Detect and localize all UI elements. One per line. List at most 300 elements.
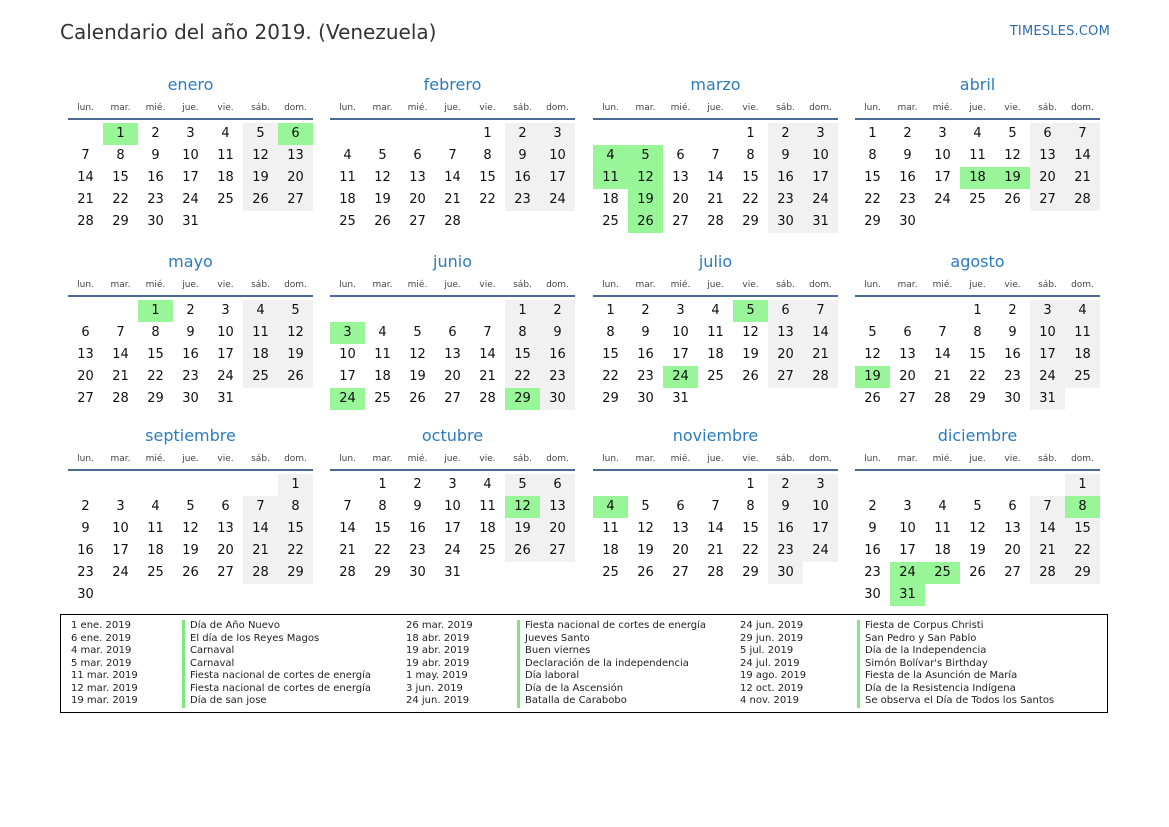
day-cell[interactable]: 30 bbox=[1004, 391, 1021, 406]
day-cell[interactable]: 5 bbox=[243, 123, 278, 145]
day-cell[interactable]: 28 bbox=[1030, 562, 1065, 584]
day-cell[interactable]: 22 bbox=[864, 192, 881, 207]
day-cell[interactable]: 26 bbox=[374, 214, 391, 229]
day-cell[interactable]: 23 bbox=[182, 369, 199, 384]
day-cell[interactable]: 10 bbox=[1030, 322, 1065, 344]
day-cell[interactable]: 5 bbox=[1008, 126, 1017, 141]
day-cell[interactable]: 5 bbox=[505, 474, 540, 496]
day-cell[interactable]: 22 bbox=[742, 192, 759, 207]
day-cell[interactable]: 11 bbox=[339, 170, 356, 185]
day-cell[interactable]: 16 bbox=[1004, 347, 1021, 362]
day-cell[interactable]: 21 bbox=[707, 192, 724, 207]
day-cell[interactable]: 23 bbox=[1004, 369, 1021, 384]
holiday-day-cell[interactable]: 18 bbox=[960, 167, 995, 189]
day-cell[interactable]: 5 bbox=[186, 499, 195, 514]
day-cell[interactable]: 31 bbox=[217, 391, 234, 406]
day-cell[interactable]: 8 bbox=[278, 496, 313, 518]
day-cell[interactable]: 24 bbox=[1030, 366, 1065, 388]
day-cell[interactable]: 29 bbox=[112, 214, 129, 229]
day-cell[interactable]: 14 bbox=[1065, 145, 1100, 167]
day-cell[interactable]: 23 bbox=[540, 366, 575, 388]
day-cell[interactable]: 7 bbox=[116, 325, 125, 340]
day-cell[interactable]: 22 bbox=[112, 192, 129, 207]
day-cell[interactable]: 17 bbox=[672, 347, 689, 362]
holiday-day-cell[interactable]: 11 bbox=[593, 167, 628, 189]
day-cell[interactable]: 2 bbox=[903, 126, 912, 141]
day-cell[interactable]: 7 bbox=[343, 499, 352, 514]
day-cell[interactable]: 19 bbox=[742, 347, 759, 362]
day-cell[interactable]: 2 bbox=[505, 123, 540, 145]
day-cell[interactable]: 25 bbox=[374, 391, 391, 406]
day-cell[interactable]: 15 bbox=[374, 521, 391, 536]
day-cell[interactable]: 30 bbox=[409, 565, 426, 580]
day-cell[interactable]: 4 bbox=[1065, 300, 1100, 322]
day-cell[interactable]: 18 bbox=[934, 543, 951, 558]
day-cell[interactable]: 2 bbox=[186, 303, 195, 318]
day-cell[interactable]: 26 bbox=[637, 565, 654, 580]
day-cell[interactable]: 20 bbox=[1004, 543, 1021, 558]
day-cell[interactable]: 2 bbox=[868, 499, 877, 514]
day-cell[interactable]: 3 bbox=[803, 123, 838, 145]
day-cell[interactable]: 23 bbox=[864, 565, 881, 580]
day-cell[interactable]: 4 bbox=[483, 477, 492, 492]
day-cell[interactable]: 9 bbox=[641, 325, 650, 340]
day-cell[interactable]: 16 bbox=[409, 521, 426, 536]
day-cell[interactable]: 2 bbox=[1008, 303, 1017, 318]
day-cell[interactable]: 4 bbox=[221, 126, 230, 141]
day-cell[interactable]: 13 bbox=[768, 322, 803, 344]
day-cell[interactable]: 21 bbox=[243, 540, 278, 562]
day-cell[interactable]: 26 bbox=[505, 540, 540, 562]
day-cell[interactable]: 26 bbox=[1004, 192, 1021, 207]
day-cell[interactable]: 9 bbox=[505, 145, 540, 167]
day-cell[interactable]: 18 bbox=[374, 369, 391, 384]
day-cell[interactable]: 5 bbox=[378, 148, 387, 163]
day-cell[interactable]: 10 bbox=[803, 145, 838, 167]
holiday-day-cell[interactable]: 5 bbox=[628, 145, 663, 167]
day-cell[interactable]: 29 bbox=[602, 391, 619, 406]
day-cell[interactable]: 15 bbox=[112, 170, 129, 185]
day-cell[interactable]: 20 bbox=[540, 518, 575, 540]
day-cell[interactable]: 13 bbox=[278, 145, 313, 167]
day-cell[interactable]: 16 bbox=[540, 344, 575, 366]
day-cell[interactable]: 17 bbox=[540, 167, 575, 189]
day-cell[interactable]: 27 bbox=[672, 565, 689, 580]
day-cell[interactable]: 10 bbox=[899, 521, 916, 536]
day-cell[interactable]: 5 bbox=[868, 325, 877, 340]
holiday-day-cell[interactable]: 12 bbox=[505, 496, 540, 518]
day-cell[interactable]: 2 bbox=[641, 303, 650, 318]
day-cell[interactable]: 14 bbox=[444, 170, 461, 185]
day-cell[interactable]: 11 bbox=[934, 521, 951, 536]
holiday-day-cell[interactable]: 19 bbox=[995, 167, 1030, 189]
day-cell[interactable]: 4 bbox=[938, 499, 947, 514]
day-cell[interactable]: 28 bbox=[444, 214, 461, 229]
holiday-day-cell[interactable]: 31 bbox=[890, 584, 925, 606]
day-cell[interactable]: 30 bbox=[540, 388, 575, 410]
day-cell[interactable]: 9 bbox=[540, 322, 575, 344]
day-cell[interactable]: 3 bbox=[116, 499, 125, 514]
day-cell[interactable]: 3 bbox=[186, 126, 195, 141]
day-cell[interactable]: 13 bbox=[444, 347, 461, 362]
day-cell[interactable]: 29 bbox=[864, 214, 881, 229]
day-cell[interactable]: 20 bbox=[217, 543, 234, 558]
day-cell[interactable]: 24 bbox=[934, 192, 951, 207]
day-cell[interactable]: 4 bbox=[973, 126, 982, 141]
day-cell[interactable]: 28 bbox=[1065, 189, 1100, 211]
day-cell[interactable]: 14 bbox=[934, 347, 951, 362]
holiday-day-cell[interactable]: 1 bbox=[138, 300, 173, 322]
day-cell[interactable]: 18 bbox=[339, 192, 356, 207]
day-cell[interactable]: 17 bbox=[899, 543, 916, 558]
day-cell[interactable]: 27 bbox=[899, 391, 916, 406]
day-cell[interactable]: 14 bbox=[707, 521, 724, 536]
day-cell[interactable]: 27 bbox=[1004, 565, 1021, 580]
day-cell[interactable]: 16 bbox=[77, 543, 94, 558]
day-cell[interactable]: 6 bbox=[221, 499, 230, 514]
day-cell[interactable]: 8 bbox=[746, 499, 755, 514]
day-cell[interactable]: 13 bbox=[672, 521, 689, 536]
day-cell[interactable]: 26 bbox=[864, 391, 881, 406]
day-cell[interactable]: 19 bbox=[409, 369, 426, 384]
day-cell[interactable]: 20 bbox=[1030, 167, 1065, 189]
day-cell[interactable]: 19 bbox=[278, 344, 313, 366]
brand-link[interactable]: TIMESLES.COM bbox=[1009, 24, 1110, 39]
day-cell[interactable]: 3 bbox=[221, 303, 230, 318]
day-cell[interactable]: 4 bbox=[378, 325, 387, 340]
day-cell[interactable]: 6 bbox=[540, 474, 575, 496]
day-cell[interactable]: 6 bbox=[1008, 499, 1017, 514]
day-cell[interactable]: 7 bbox=[711, 499, 720, 514]
day-cell[interactable]: 23 bbox=[768, 189, 803, 211]
day-cell[interactable]: 8 bbox=[746, 148, 755, 163]
day-cell[interactable]: 29 bbox=[374, 565, 391, 580]
day-cell[interactable]: 22 bbox=[374, 543, 391, 558]
day-cell[interactable]: 11 bbox=[707, 325, 724, 340]
day-cell[interactable]: 29 bbox=[147, 391, 164, 406]
day-cell[interactable]: 20 bbox=[409, 192, 426, 207]
holiday-day-cell[interactable]: 24 bbox=[663, 366, 698, 388]
holiday-day-cell[interactable]: 8 bbox=[1065, 496, 1100, 518]
day-cell[interactable]: 25 bbox=[1065, 366, 1100, 388]
day-cell[interactable]: 8 bbox=[868, 148, 877, 163]
day-cell[interactable]: 9 bbox=[413, 499, 422, 514]
day-cell[interactable]: 6 bbox=[676, 499, 685, 514]
day-cell[interactable]: 28 bbox=[934, 391, 951, 406]
day-cell[interactable]: 24 bbox=[540, 189, 575, 211]
day-cell[interactable]: 7 bbox=[448, 148, 457, 163]
day-cell[interactable]: 24 bbox=[803, 189, 838, 211]
day-cell[interactable]: 15 bbox=[742, 170, 759, 185]
day-cell[interactable]: 13 bbox=[899, 347, 916, 362]
day-cell[interactable]: 13 bbox=[77, 347, 94, 362]
day-cell[interactable]: 11 bbox=[147, 521, 164, 536]
day-cell[interactable]: 24 bbox=[112, 565, 129, 580]
day-cell[interactable]: 28 bbox=[77, 214, 94, 229]
day-cell[interactable]: 25 bbox=[217, 192, 234, 207]
day-cell[interactable]: 1 bbox=[483, 126, 492, 141]
day-cell[interactable]: 22 bbox=[479, 192, 496, 207]
day-cell[interactable]: 8 bbox=[151, 325, 160, 340]
day-cell[interactable]: 9 bbox=[903, 148, 912, 163]
day-cell[interactable]: 25 bbox=[602, 214, 619, 229]
day-cell[interactable]: 16 bbox=[768, 167, 803, 189]
day-cell[interactable]: 19 bbox=[374, 192, 391, 207]
day-cell[interactable]: 26 bbox=[742, 369, 759, 384]
day-cell[interactable]: 5 bbox=[278, 300, 313, 322]
day-cell[interactable]: 27 bbox=[409, 214, 426, 229]
day-cell[interactable]: 14 bbox=[77, 170, 94, 185]
holiday-day-cell[interactable]: 5 bbox=[733, 300, 768, 322]
day-cell[interactable]: 10 bbox=[934, 148, 951, 163]
day-cell[interactable]: 7 bbox=[81, 148, 90, 163]
day-cell[interactable]: 12 bbox=[243, 145, 278, 167]
day-cell[interactable]: 24 bbox=[217, 369, 234, 384]
day-cell[interactable]: 7 bbox=[938, 325, 947, 340]
day-cell[interactable]: 19 bbox=[505, 518, 540, 540]
day-cell[interactable]: 28 bbox=[243, 562, 278, 584]
day-cell[interactable]: 21 bbox=[444, 192, 461, 207]
day-cell[interactable]: 3 bbox=[938, 126, 947, 141]
day-cell[interactable]: 22 bbox=[505, 366, 540, 388]
day-cell[interactable]: 18 bbox=[707, 347, 724, 362]
day-cell[interactable]: 4 bbox=[711, 303, 720, 318]
day-cell[interactable]: 19 bbox=[182, 543, 199, 558]
day-cell[interactable]: 30 bbox=[182, 391, 199, 406]
day-cell[interactable]: 20 bbox=[672, 192, 689, 207]
day-cell[interactable]: 14 bbox=[479, 347, 496, 362]
day-cell[interactable]: 25 bbox=[602, 565, 619, 580]
day-cell[interactable]: 3 bbox=[540, 123, 575, 145]
day-cell[interactable]: 15 bbox=[969, 347, 986, 362]
day-cell[interactable]: 22 bbox=[742, 543, 759, 558]
day-cell[interactable]: 6 bbox=[768, 300, 803, 322]
day-cell[interactable]: 23 bbox=[505, 189, 540, 211]
day-cell[interactable]: 2 bbox=[151, 126, 160, 141]
day-cell[interactable]: 18 bbox=[602, 543, 619, 558]
day-cell[interactable]: 10 bbox=[672, 325, 689, 340]
holiday-day-cell[interactable]: 4 bbox=[593, 145, 628, 167]
day-cell[interactable]: 1 bbox=[278, 474, 313, 496]
day-cell[interactable]: 27 bbox=[444, 391, 461, 406]
holiday-day-cell[interactable]: 1 bbox=[103, 123, 138, 145]
day-cell[interactable]: 25 bbox=[969, 192, 986, 207]
day-cell[interactable]: 18 bbox=[602, 192, 619, 207]
day-cell[interactable]: 27 bbox=[768, 366, 803, 388]
day-cell[interactable]: 3 bbox=[676, 303, 685, 318]
day-cell[interactable]: 4 bbox=[243, 300, 278, 322]
day-cell[interactable]: 27 bbox=[77, 391, 94, 406]
day-cell[interactable]: 30 bbox=[147, 214, 164, 229]
day-cell[interactable]: 9 bbox=[768, 145, 803, 167]
day-cell[interactable]: 5 bbox=[413, 325, 422, 340]
day-cell[interactable]: 17 bbox=[803, 167, 838, 189]
day-cell[interactable]: 16 bbox=[864, 543, 881, 558]
day-cell[interactable]: 24 bbox=[444, 543, 461, 558]
day-cell[interactable]: 26 bbox=[278, 366, 313, 388]
day-cell[interactable]: 30 bbox=[768, 211, 803, 233]
day-cell[interactable]: 7 bbox=[803, 300, 838, 322]
day-cell[interactable]: 28 bbox=[707, 565, 724, 580]
day-cell[interactable]: 17 bbox=[444, 521, 461, 536]
day-cell[interactable]: 14 bbox=[339, 521, 356, 536]
day-cell[interactable]: 2 bbox=[540, 300, 575, 322]
day-cell[interactable]: 29 bbox=[278, 562, 313, 584]
day-cell[interactable]: 22 bbox=[1065, 540, 1100, 562]
day-cell[interactable]: 6 bbox=[1030, 123, 1065, 145]
holiday-day-cell[interactable]: 29 bbox=[505, 388, 540, 410]
day-cell[interactable]: 11 bbox=[602, 521, 619, 536]
day-cell[interactable]: 29 bbox=[1065, 562, 1100, 584]
day-cell[interactable]: 29 bbox=[742, 565, 759, 580]
day-cell[interactable]: 10 bbox=[217, 325, 234, 340]
day-cell[interactable]: 30 bbox=[864, 587, 881, 602]
holiday-day-cell[interactable]: 12 bbox=[628, 167, 663, 189]
day-cell[interactable]: 20 bbox=[899, 369, 916, 384]
day-cell[interactable]: 7 bbox=[1030, 496, 1065, 518]
day-cell[interactable]: 2 bbox=[768, 474, 803, 496]
day-cell[interactable]: 21 bbox=[707, 543, 724, 558]
day-cell[interactable]: 23 bbox=[147, 192, 164, 207]
day-cell[interactable]: 10 bbox=[182, 148, 199, 163]
day-cell[interactable]: 21 bbox=[339, 543, 356, 558]
day-cell[interactable]: 12 bbox=[969, 521, 986, 536]
day-cell[interactable]: 30 bbox=[768, 562, 803, 584]
day-cell[interactable]: 16 bbox=[505, 167, 540, 189]
holiday-day-cell[interactable]: 19 bbox=[628, 189, 663, 211]
day-cell[interactable]: 24 bbox=[182, 192, 199, 207]
day-cell[interactable]: 18 bbox=[1065, 344, 1100, 366]
day-cell[interactable]: 18 bbox=[243, 344, 278, 366]
day-cell[interactable]: 9 bbox=[868, 521, 877, 536]
day-cell[interactable]: 14 bbox=[112, 347, 129, 362]
day-cell[interactable]: 16 bbox=[899, 170, 916, 185]
day-cell[interactable]: 22 bbox=[969, 369, 986, 384]
day-cell[interactable]: 21 bbox=[479, 369, 496, 384]
day-cell[interactable]: 20 bbox=[278, 167, 313, 189]
day-cell[interactable]: 14 bbox=[1030, 518, 1065, 540]
day-cell[interactable]: 31 bbox=[803, 211, 838, 233]
day-cell[interactable]: 11 bbox=[217, 148, 234, 163]
day-cell[interactable]: 2 bbox=[413, 477, 422, 492]
day-cell[interactable]: 18 bbox=[217, 170, 234, 185]
holiday-day-cell[interactable]: 26 bbox=[628, 211, 663, 233]
day-cell[interactable]: 1 bbox=[606, 303, 615, 318]
day-cell[interactable]: 27 bbox=[1030, 189, 1065, 211]
day-cell[interactable]: 8 bbox=[505, 322, 540, 344]
day-cell[interactable]: 18 bbox=[147, 543, 164, 558]
day-cell[interactable]: 19 bbox=[637, 543, 654, 558]
holiday-day-cell[interactable]: 24 bbox=[890, 562, 925, 584]
day-cell[interactable]: 12 bbox=[374, 170, 391, 185]
day-cell[interactable]: 21 bbox=[934, 369, 951, 384]
day-cell[interactable]: 9 bbox=[768, 496, 803, 518]
day-cell[interactable]: 2 bbox=[768, 123, 803, 145]
holiday-day-cell[interactable]: 4 bbox=[593, 496, 628, 518]
day-cell[interactable]: 23 bbox=[768, 540, 803, 562]
day-cell[interactable]: 12 bbox=[637, 521, 654, 536]
day-cell[interactable]: 10 bbox=[444, 499, 461, 514]
day-cell[interactable]: 1 bbox=[505, 300, 540, 322]
day-cell[interactable]: 26 bbox=[409, 391, 426, 406]
day-cell[interactable]: 12 bbox=[182, 521, 199, 536]
day-cell[interactable]: 6 bbox=[81, 325, 90, 340]
day-cell[interactable]: 21 bbox=[1030, 540, 1065, 562]
day-cell[interactable]: 1 bbox=[973, 303, 982, 318]
day-cell[interactable]: 17 bbox=[217, 347, 234, 362]
day-cell[interactable]: 20 bbox=[77, 369, 94, 384]
day-cell[interactable]: 10 bbox=[112, 521, 129, 536]
day-cell[interactable]: 30 bbox=[899, 214, 916, 229]
day-cell[interactable]: 17 bbox=[1030, 344, 1065, 366]
day-cell[interactable]: 10 bbox=[540, 145, 575, 167]
day-cell[interactable]: 8 bbox=[378, 499, 387, 514]
day-cell[interactable]: 21 bbox=[1065, 167, 1100, 189]
day-cell[interactable]: 23 bbox=[899, 192, 916, 207]
day-cell[interactable]: 11 bbox=[243, 322, 278, 344]
day-cell[interactable]: 6 bbox=[413, 148, 422, 163]
day-cell[interactable]: 13 bbox=[1004, 521, 1021, 536]
day-cell[interactable]: 7 bbox=[711, 148, 720, 163]
day-cell[interactable]: 26 bbox=[243, 189, 278, 211]
day-cell[interactable]: 3 bbox=[803, 474, 838, 496]
day-cell[interactable]: 31 bbox=[182, 214, 199, 229]
day-cell[interactable]: 21 bbox=[112, 369, 129, 384]
day-cell[interactable]: 9 bbox=[81, 521, 90, 536]
day-cell[interactable]: 8 bbox=[483, 148, 492, 163]
day-cell[interactable]: 22 bbox=[602, 369, 619, 384]
holiday-day-cell[interactable]: 24 bbox=[330, 388, 365, 410]
day-cell[interactable]: 1 bbox=[378, 477, 387, 492]
day-cell[interactable]: 12 bbox=[742, 325, 759, 340]
day-cell[interactable]: 16 bbox=[182, 347, 199, 362]
day-cell[interactable]: 15 bbox=[602, 347, 619, 362]
day-cell[interactable]: 1 bbox=[1065, 474, 1100, 496]
day-cell[interactable]: 15 bbox=[1065, 518, 1100, 540]
day-cell[interactable]: 20 bbox=[768, 344, 803, 366]
day-cell[interactable]: 7 bbox=[243, 496, 278, 518]
day-cell[interactable]: 23 bbox=[409, 543, 426, 558]
day-cell[interactable]: 28 bbox=[112, 391, 129, 406]
day-cell[interactable]: 1 bbox=[868, 126, 877, 141]
day-cell[interactable]: 8 bbox=[606, 325, 615, 340]
day-cell[interactable]: 17 bbox=[934, 170, 951, 185]
day-cell[interactable]: 21 bbox=[803, 344, 838, 366]
day-cell[interactable]: 3 bbox=[1030, 300, 1065, 322]
day-cell[interactable]: 25 bbox=[339, 214, 356, 229]
day-cell[interactable]: 31 bbox=[672, 391, 689, 406]
day-cell[interactable]: 6 bbox=[903, 325, 912, 340]
day-cell[interactable]: 9 bbox=[151, 148, 160, 163]
day-cell[interactable]: 16 bbox=[147, 170, 164, 185]
day-cell[interactable]: 11 bbox=[969, 148, 986, 163]
day-cell[interactable]: 13 bbox=[409, 170, 426, 185]
day-cell[interactable]: 13 bbox=[1030, 145, 1065, 167]
day-cell[interactable]: 25 bbox=[243, 366, 278, 388]
day-cell[interactable]: 3 bbox=[448, 477, 457, 492]
day-cell[interactable]: 16 bbox=[637, 347, 654, 362]
day-cell[interactable]: 1 bbox=[746, 477, 755, 492]
day-cell[interactable]: 7 bbox=[483, 325, 492, 340]
day-cell[interactable]: 5 bbox=[973, 499, 982, 514]
day-cell[interactable]: 30 bbox=[77, 587, 94, 602]
day-cell[interactable]: 17 bbox=[182, 170, 199, 185]
day-cell[interactable]: 8 bbox=[973, 325, 982, 340]
day-cell[interactable]: 15 bbox=[147, 347, 164, 362]
day-cell[interactable]: 28 bbox=[479, 391, 496, 406]
day-cell[interactable]: 5 bbox=[641, 499, 650, 514]
day-cell[interactable]: 17 bbox=[112, 543, 129, 558]
